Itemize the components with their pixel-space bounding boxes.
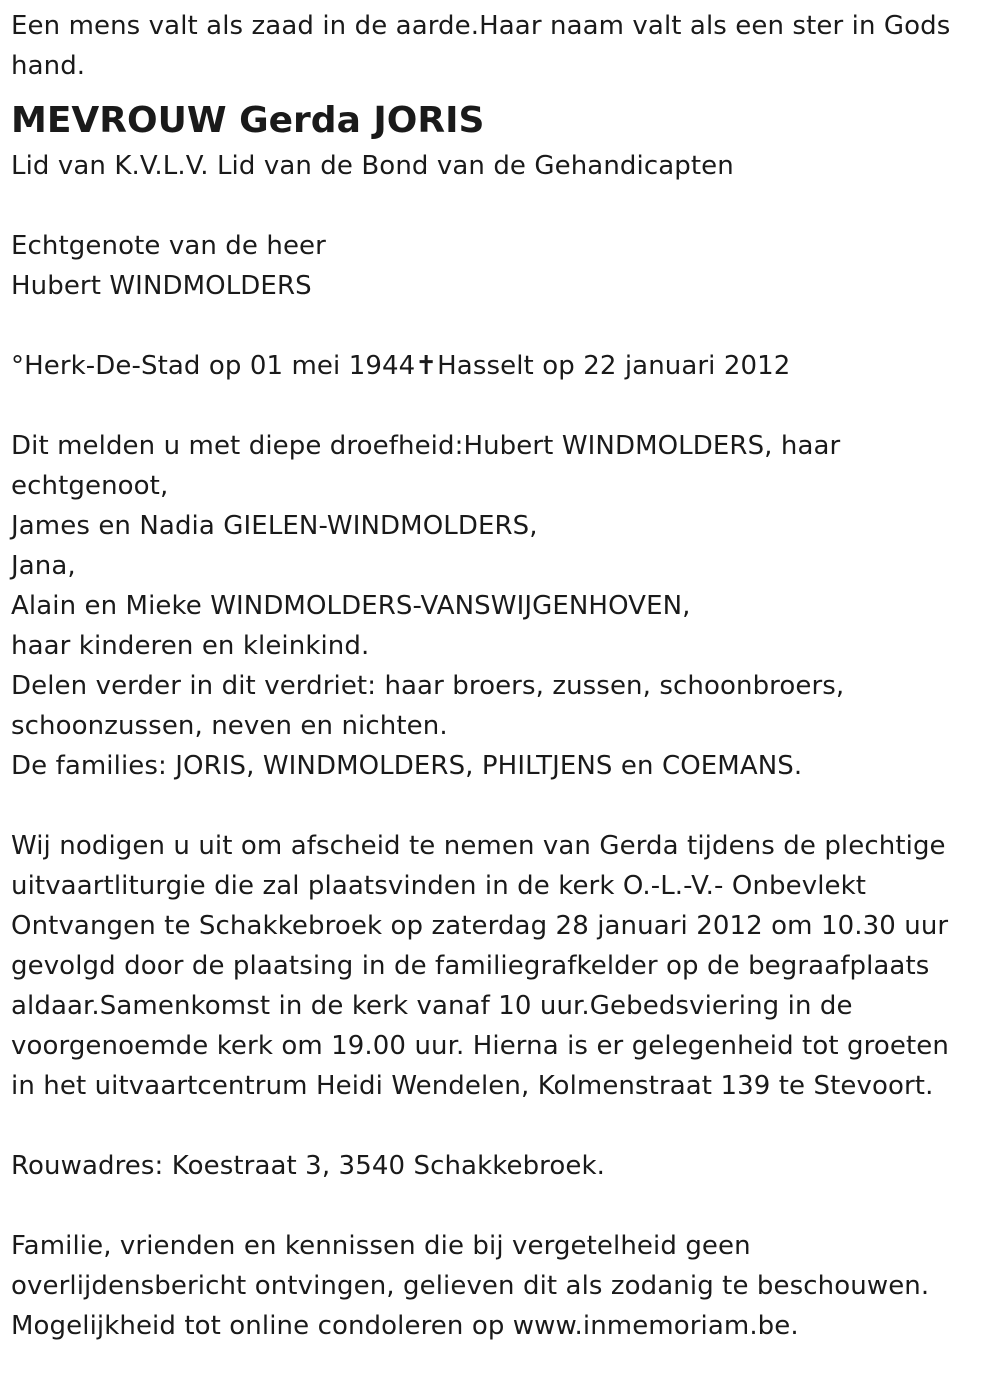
announcement-block — [11, 426, 982, 786]
ceremony-line: gevolgd door de plaatsing in de familiegrafkelder op de begraafplaats — [11, 951, 930, 981]
closing-line: Familie, vrienden en kennissen die bij vergetelheid geen — [11, 1231, 751, 1261]
spacer — [11, 1186, 982, 1226]
announcement-line: Delen verder in dit verdriet: haar broers, zussen, schoonbroers, — [11, 671, 845, 701]
mourning-address: Rouwadres: Koestraat 3, 3540 Schakkebroek. — [11, 1151, 606, 1181]
spacer — [11, 786, 982, 826]
spacer — [11, 306, 982, 346]
announcement-line: Jana, — [11, 551, 76, 581]
deceased-name: MEVROUW Gerda JORIS — [11, 100, 485, 141]
birth-death-line: °Herk-De-Stad op 01 mei 1944✝Hasselt op 22 januari 2012 — [11, 351, 791, 381]
announcement-line: Dit melden u met diepe droefheid:Hubert WINDMOLDERS, haar — [11, 431, 841, 461]
announcement-line: James en Nadia GIELEN-WINDMOLDERS, — [11, 511, 538, 541]
closing-block — [11, 1226, 982, 1346]
spacer — [11, 186, 982, 226]
ceremony-block — [11, 826, 982, 1106]
spouse-block — [11, 226, 982, 306]
spacer — [11, 1106, 982, 1146]
announcement-line: haar kinderen en kleinkind. — [11, 631, 370, 661]
ceremony-line: Wij nodigen u uit om afscheid te nemen van Gerda tijdens de plechtige — [11, 831, 946, 861]
ceremony-line: aldaar.Samenkomst in de kerk vanaf 10 uur.Gebedsviering in de — [11, 991, 853, 1021]
opening-quote — [11, 6, 982, 86]
spacer — [11, 386, 982, 426]
announcement-line: echtgenoot, — [11, 471, 169, 501]
ceremony-line: uitvaartliturgie die zal plaatsvinden in de kerk O.-L.-V.- Onbevlekt — [11, 871, 867, 901]
ceremony-line: Ontvangen te Schakkebroek op zaterdag 28 januari 2012 om 10.30 uur — [11, 911, 949, 941]
ceremony-line: voorgenoemde kerk om 19.00 uur. Hierna is er gelegenheid tot groeten — [11, 1031, 949, 1061]
quote-line: hand. — [11, 51, 86, 81]
closing-line: Mogelijkheid tot online condoleren op www.inmemoriam.be. — [11, 1311, 799, 1341]
closing-line: overlijdensbericht ontvingen, gelieven dit als zodanig te beschouwen. — [11, 1271, 930, 1301]
announcement-line: schoonzussen, neven en nichten. — [11, 711, 448, 741]
quote-line: Een mens valt als zaad in de aarde.Haar naam valt als een ster in Gods — [11, 11, 951, 41]
memberships: Lid van K.V.L.V. Lid van de Bond van de Gehandicapten — [11, 151, 734, 181]
spouse-line: Echtgenote van de heer — [11, 231, 326, 261]
announcement-line: De families: JORIS, WINDMOLDERS, PHILTJENS en COEMANS. — [11, 751, 803, 781]
announcement-line: Alain en Mieke WINDMOLDERS-VANSWIJGENHOVEN, — [11, 591, 691, 621]
ceremony-line: in het uitvaartcentrum Heidi Wendelen, Kolmenstraat 139 te Stevoort. — [11, 1071, 934, 1101]
spouse-name: Hubert WINDMOLDERS — [11, 271, 312, 301]
